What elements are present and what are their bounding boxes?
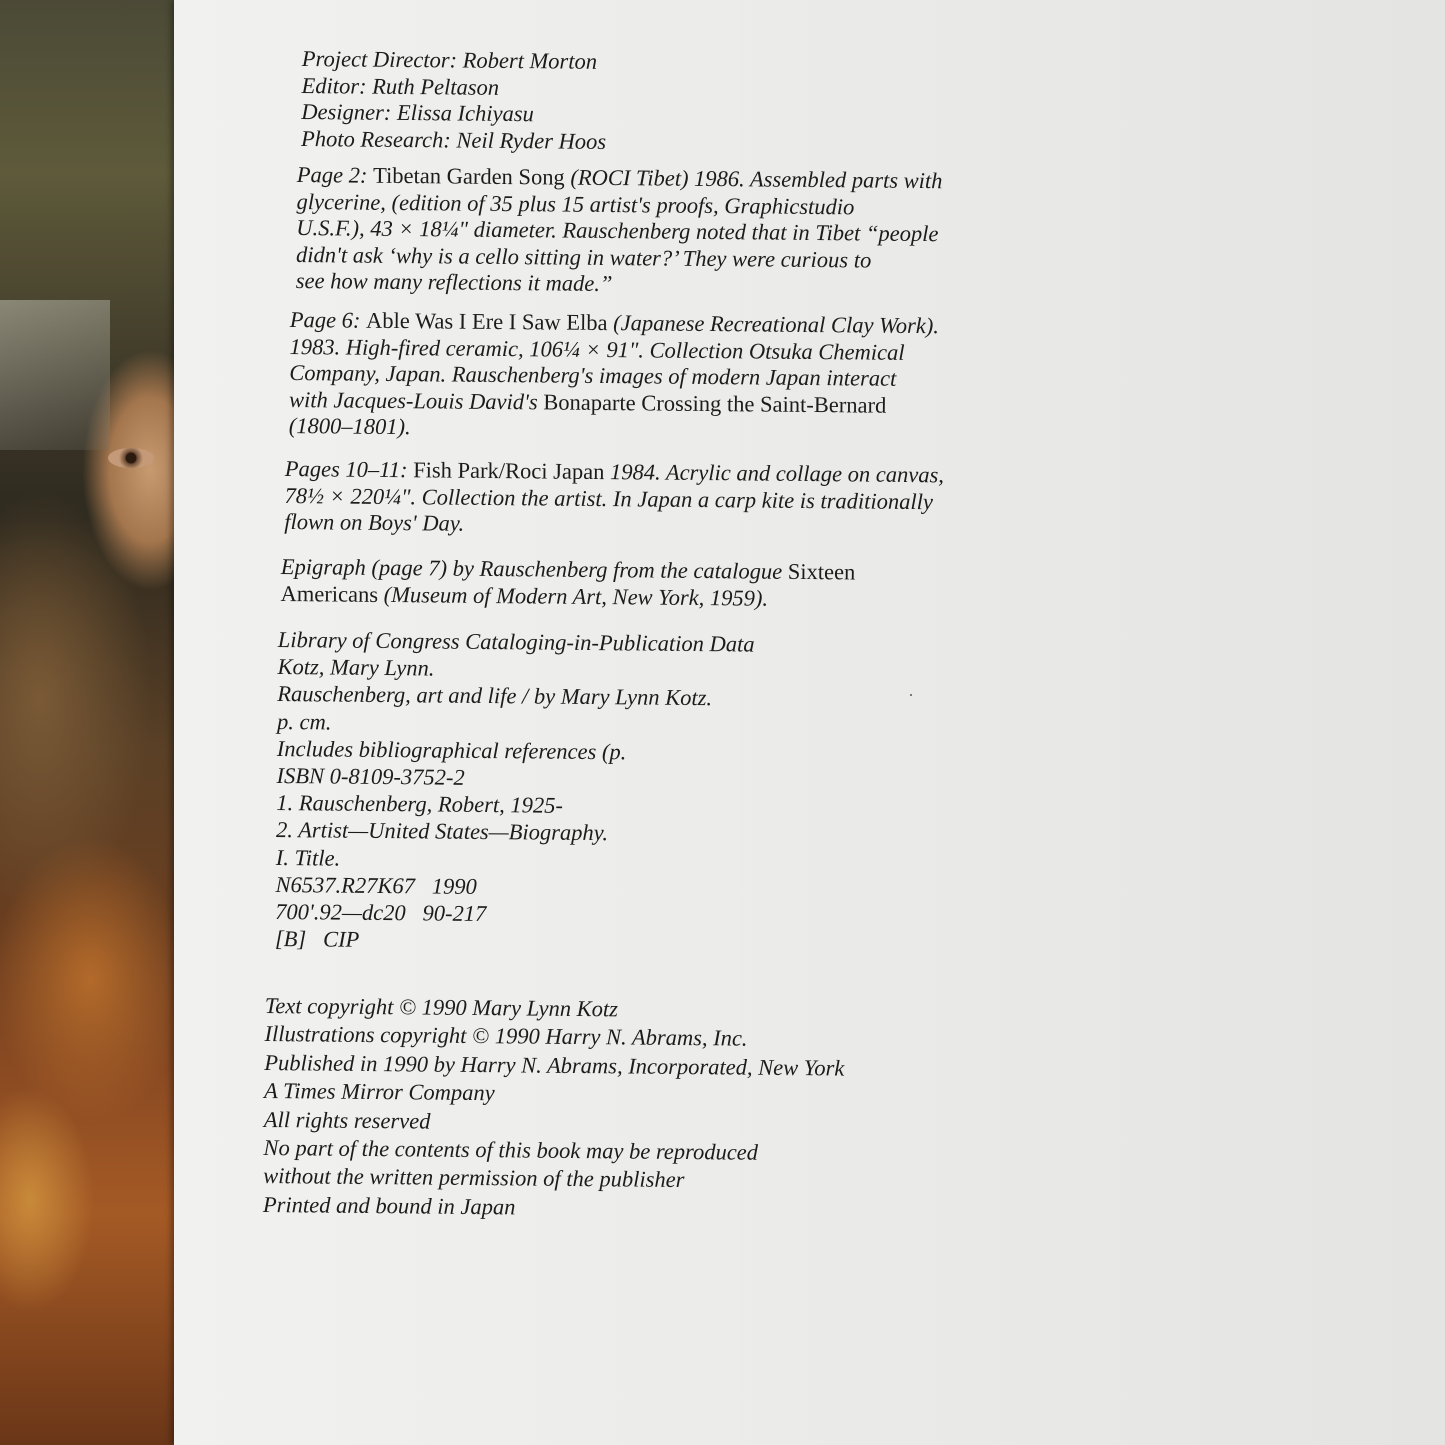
- rights-line: All rights reserved: [263, 1106, 431, 1134]
- caption-line: 78½ × 220¼". Collection the artist. In Japan a carp kite is traditionally: [284, 482, 934, 514]
- rights-line: without the written permission of the publisher: [263, 1163, 685, 1193]
- cip-subject: 1. Rauschenberg, Robert, 1925-: [276, 790, 564, 818]
- publisher-line: A Times Mirror Company: [263, 1078, 495, 1106]
- cip-line: I. Title.: [275, 844, 341, 871]
- credit-designer: Designer: Elissa Ichiyasu: [301, 98, 534, 127]
- caption-page-2: [296, 162, 943, 301]
- cip-heading: Library of Congress Cataloging-in-Publication Data: [277, 626, 755, 657]
- publisher-line: Published in 1990 by Harry N. Abrams, Incorporated, New York: [264, 1049, 845, 1081]
- epigraph-note: [280, 554, 855, 613]
- cip-subject: 2. Artist—United States—Biography.: [275, 817, 609, 846]
- caption-line: Company, Japan. Rauschenberg's images of modern Japan interact: [289, 359, 897, 391]
- painting-veil-detail: [0, 300, 110, 450]
- paper-speck: [910, 694, 912, 696]
- catalogue-title: Sixteen: [787, 558, 856, 585]
- cip-isbn: ISBN 0-8109-3752-2: [276, 763, 465, 790]
- copyright-line: Text copyright © 1990 Mary Lynn Kotz: [264, 992, 619, 1022]
- caption-line: glycerine, (edition of 35 plus 15 artist's proofs, Graphicstudio: [296, 188, 855, 219]
- cip-data-block: [275, 626, 755, 957]
- rights-line: No part of the contents of this book may be reproduced: [263, 1135, 759, 1165]
- epigraph-line: [280, 580, 855, 612]
- epigraph-text: Epigraph (page 7) by Rauschenberg from the catalogue: [280, 554, 783, 584]
- artwork-title: Tibetan Garden Song: [372, 162, 565, 190]
- credit-editor: Editor: Ruth Peltason: [301, 72, 500, 100]
- caption-text: (Japanese Recreational Clay Work).: [613, 310, 940, 339]
- cip-author: Kotz, Mary Lynn.: [277, 654, 435, 681]
- cip-title: Rauschenberg, art and life / by Mary Lynn Kotz.: [277, 681, 713, 711]
- caption-line: didn't ask ‘why is a cello sitting in water?’ They were curious to: [295, 241, 872, 273]
- credit-project-director: Project Director: Robert Morton: [301, 46, 598, 74]
- cip-line: Includes bibliographical references (p.: [276, 735, 627, 765]
- copyright-line: Illustrations copyright © 1990 Harry N. Abrams, Inc.: [264, 1021, 748, 1052]
- artwork-title: Bonaparte Crossing the Saint-Bernard: [543, 388, 887, 418]
- caption-page-ref: Page 6:: [289, 307, 361, 333]
- printing-line: Printed and bound in Japan: [262, 1191, 516, 1220]
- artwork-title: Able Was I Ere I Saw Elba: [365, 307, 608, 336]
- cip-line: p. cm.: [276, 708, 332, 735]
- credits-block: [301, 46, 607, 155]
- caption-page-6: [289, 307, 939, 446]
- caption-pages-10-11: [284, 456, 944, 542]
- credit-photo-research: Photo Research: Neil Ryder Hoos: [300, 125, 607, 154]
- cip-call-number: N6537.R27K67 1990: [275, 871, 477, 899]
- caption-text: 1984. Acrylic and collage on canvas,: [609, 459, 945, 488]
- caption-text: with Jacques-Louis David's: [288, 386, 538, 414]
- caption-page-ref: Page 2:: [296, 162, 368, 188]
- copyright-block: [263, 992, 845, 1225]
- caption-line: 1983. High-fired ceramic, 106¼ × 91". Collection Otsuka Chemical: [289, 333, 905, 365]
- copyright-page: [174, 0, 1445, 1445]
- caption-line: flown on Boys' Day.: [284, 508, 465, 536]
- caption-line: (1800–1801).: [288, 412, 411, 440]
- caption-page-ref: Pages 10–11:: [284, 456, 408, 483]
- epigraph-text: (Museum of Modern Art, New York, 1959).: [383, 581, 769, 611]
- cover-painting-image: [0, 0, 180, 1445]
- catalogue-title: Americans: [280, 580, 379, 607]
- caption-line: see how many reflections it made.”: [295, 267, 613, 297]
- caption-line: U.S.F.), 43 × 18¼" diameter. Rauschenberg noted that in Tibet “people: [296, 214, 939, 247]
- artwork-title: Fish Park/Roci Japan: [413, 457, 605, 485]
- caption-text: (ROCI Tibet) 1986. Assembled parts with: [570, 164, 943, 194]
- cip-dewey: 700'.92—dc20 90-217: [275, 899, 487, 927]
- painting-eye-detail: [108, 448, 154, 468]
- cip-line: [B] CIP: [274, 926, 360, 953]
